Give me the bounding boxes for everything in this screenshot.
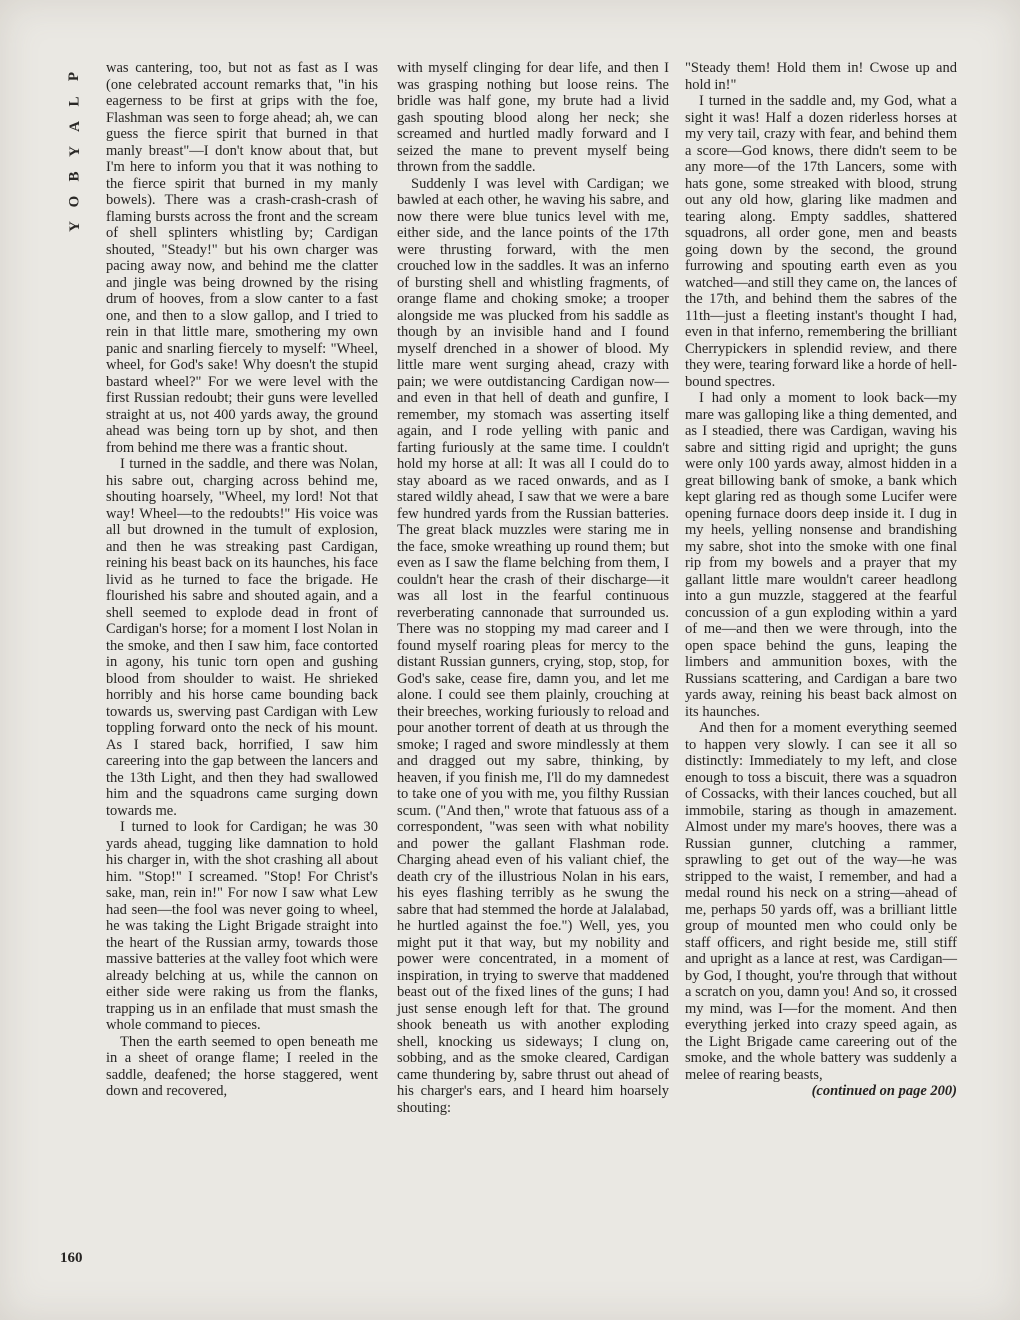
paragraph: Then the earth seemed to open beneath me in a sheet of orange flame; I reeled in the saddle, deafened; the horse staggered, went down and recovered, [106, 1033, 378, 1099]
paragraph: Suddenly I was level with Cardigan; we bawled at each other, he waving his sabre, and now there were blue tunics level with me, either side, and the lance points of the 17th were thrusting forward, with the men crouched low in the saddles. It was an inferno of bursting shell and whistling fragments, of orange flame and choking smoke; a trooper alongside me was plucked from his saddle as though by an invisible hand and I found myself drenched in a shower of blood. My little mare went surging ahead, crazy with pain; we were outdistancing Cardigan now—and even in that hell of death and gunfire, I remember, my stomach was asserting itself again, and I rode yelling with panic and farting furiously at the same time. I couldn't hold my horse at all: It was all I could do to stay aboard as we raced onwards, and as I stared wildly ahead, I saw that we were a bare few hundred yards from the Russian batteries. The great black muzzles were staring me in the face, smoke wreathing up round them; but even as I saw the flame belching from them, I couldn't hear the crash of their discharge—it was all lost in the fearful continuous reverberating cannonade that surrounded us. There was no stopping my mad career and I found myself roaring pleas for mercy to the distant Russian gunners, crying, stop, stop, for God's sake, cease fire, damn you, and let me alone. I could see them plainly, crouching at their breeches, working furiously to reload and pour another torrent of death at us through the smoke; I raged and swore mindlessly at them and dragged out my sabre, thinking, by heaven, if you finish me, I'll do my damnedest to take one of you with me, you filthy Russian scum. ("And then," wrote that fatuous ass of a correspondent, "was seen with what nobility and power the gallant Flashman rode. Charging ahead even of his valiant chief, the death cry of the illustrious Nolan in his ears, his eyes flashing terribly as he swung the sabre that had stemmed the horde at Jalalabad, he hurtled against the foe.") Well, yes, you might put it that way, but my nobility and power were concentrated, in a moment of inspiration, in trying to swerve that maddened beast out of the fixed lines of the guns; I had just sense enough left for that. The ground shook beneath us with another exploding shell, knocking us sideways; I clung on, sobbing, and as the smoke cleared, Cardigan came thundering by, sabre thrust out ahead of his charger's ears, and I heard him hoarsely shouting: [397, 175, 669, 1116]
paragraph: I had only a moment to look back—my mare was galloping like a thing demented, and as I steadied, there was Cardigan, waving his sabre and sitting rigid and upright; the guns were only 100 yards away, almost hidden in a great billowing bank of smoke, a bank which kept glaring red as though some Lucifer were opening furnace doors deep inside it. I dug in my heels, yelling nonsense and brandishing my sabre, shot into the smoke with one final rip from my bowels and a prayer that my gallant little mare wouldn't career headlong into a gun muzzle, staggered at the fearful concussion of a gun exploding within a yard of me—and then we were through, into the open space behind the guns, leaping the limbers and ammunition boxes, with the Russians scattering, and Cardigan a bare two yards away, reining his beast back almost on its haunches. [685, 390, 957, 720]
paragraph: I turned in the saddle and, my God, what a sight it was! Half a dozen riderless horses at my very tail, crazy with fear, and behind them a score—God knows, there didn't seem to be any more—of the 17th Lancers, some with hats gone, some streaked with blood, strung out any old how, glaring like madmen and tearing along. Empty saddles, shattered squadrons, all order gone, men and beasts going down by the second, the ground furrowing and spouting earth even as you watched—and still they came on, the lances of the 17th, and behind them the sabres of the 11th—just a fleeting instant's thought I had, even in that inferno, remembering the brilliant Cherrypickers in splendid review, and there they were, tearing forward like a horde of hell-bound spectres. [685, 93, 957, 390]
paragraph: "Steady them! Hold them in! Cwose up and hold in!" [685, 60, 957, 93]
text-column-1 [106, 60, 378, 1100]
masthead-letter: A [66, 121, 83, 132]
text-column-3 [685, 60, 957, 1100]
masthead-letter: Y [66, 221, 83, 232]
masthead-vertical [58, 64, 92, 239]
masthead-letter: O [66, 195, 83, 208]
paragraph: I turned to look for Cardigan; he was 30 yards ahead, tugging like damnation to hold his charger in, with the shot crashing all about him. "Stop!" I screamed. "Stop! For Christ's sake, man, rein in!" For now I saw what Lew had seen—the fool was never going to wheel, he was taking the Light Brigade straight into the heart of the Russian army, towards those massive batteries at the valley foot which were already belching at us, while the cannon on either side were raking us from the flanks, trapping us in an enfilade that must smash the whole command to pieces. [106, 819, 378, 1033]
masthead-letter: B [66, 171, 83, 182]
masthead-letter: P [66, 71, 83, 82]
paragraph: was cantering, too, but not as fast as I was (one celebrated account remarks that, "in his eagerness to be first at grips with the foe, Flashman was seen to forge ahead; ah, we can guess the fierce spirit that burned in that manly breast"—I don't know about that, but I'm here to inform you that it was nothing to the fierce spirit that burned in my manly bowels). There was a crash-crash-crash of flaming bursts across the front and the scream of shell splinters whistling by; Cardigan shouted, "Steady!" but his own charger was pacing away now, and behind me the clatter and jingle was being drowned by the rising drum of hooves, from a slow canter to a fast one, and then to a slow gallop, and I tried to rein in that little mare, smothering my own panic and snarling fiercely to myself: "Wheel, wheel, for God's sake! Why doesn't the stupid bastard wheel?" For we were level with the first Russian redoubt; their guns were levelled straight at us, not 400 yards away, the ground ahead was being torn up by shot, and then from behind me there was a frantic shout. [106, 60, 378, 456]
page-number: 160 [60, 1250, 83, 1266]
masthead-letter: L [66, 96, 83, 107]
continued-note: (continued on page 200) [811, 1083, 957, 1099]
paragraph: with myself clinging for dear life, and then I was grasping nothing but loose reins. The bridle was half gone, my brute had a livid gash spouting blood along her neck; she screamed and hurtled madly forward and I seized the mane to prevent myself being thrown from the saddle. [397, 60, 669, 175]
paragraph: And then for a moment everything seemed to happen very slowly. I can see it all so distinctly: Immediately to my left, and close enough to toss a biscuit, there was a squadron of Cossacks, with their lances couched, but all immobile, staring as though in amazement. Almost under my mare's hooves, there was a Russian gunner, clutching a rammer, sprawling to get out of the way—he was stripped to the waist, I remember, and had a medal round his neck on a string—ahead of me, perhaps 50 yards off, was a brilliant little group of mounted men who could only be staff officers, and right beside me, still stiff and upright as a lance at rest, was Cardigan—by God, I thought, you're through that without a scratch on you, damn you! And so, it crossed my mind, was I—for the moment. And then everything jerked into crazy speed again, as the Light Brigade came careering out of the smoke, and the whole battery was suddenly a melee of rearing beasts, [685, 720, 957, 1083]
masthead-letter: Y [66, 146, 83, 157]
text-column-2 [397, 60, 669, 1116]
paragraph: I turned in the saddle, and there was Nolan, his sabre out, charging across behind me, shouting hoarsely, "Wheel, my lord! Not that way! Wheel—to the redoubts!" His voice was all but drowned in the tumult of explosion, and then he was streaking past Cardigan, reining his beast back on its haunches, his face livid as he turned to face the brigade. He flourished his sabre and shouted again, and a shell seemed to explode dead in front of Cardigan's horse; for a moment I lost Nolan in the smoke, and then I saw him, face contorted in agony, his tunic torn open and gushing blood from shoulder to waist. He shrieked horribly and his horse came bounding back towards us, swerving past Cardigan with Lew toppling forward onto the neck of his mount. As I stared back, horrified, I saw him careering into the gap between the lancers and the 13th Light, and then they had swallowed him and the squadrons came surging down towards me. [106, 456, 378, 819]
